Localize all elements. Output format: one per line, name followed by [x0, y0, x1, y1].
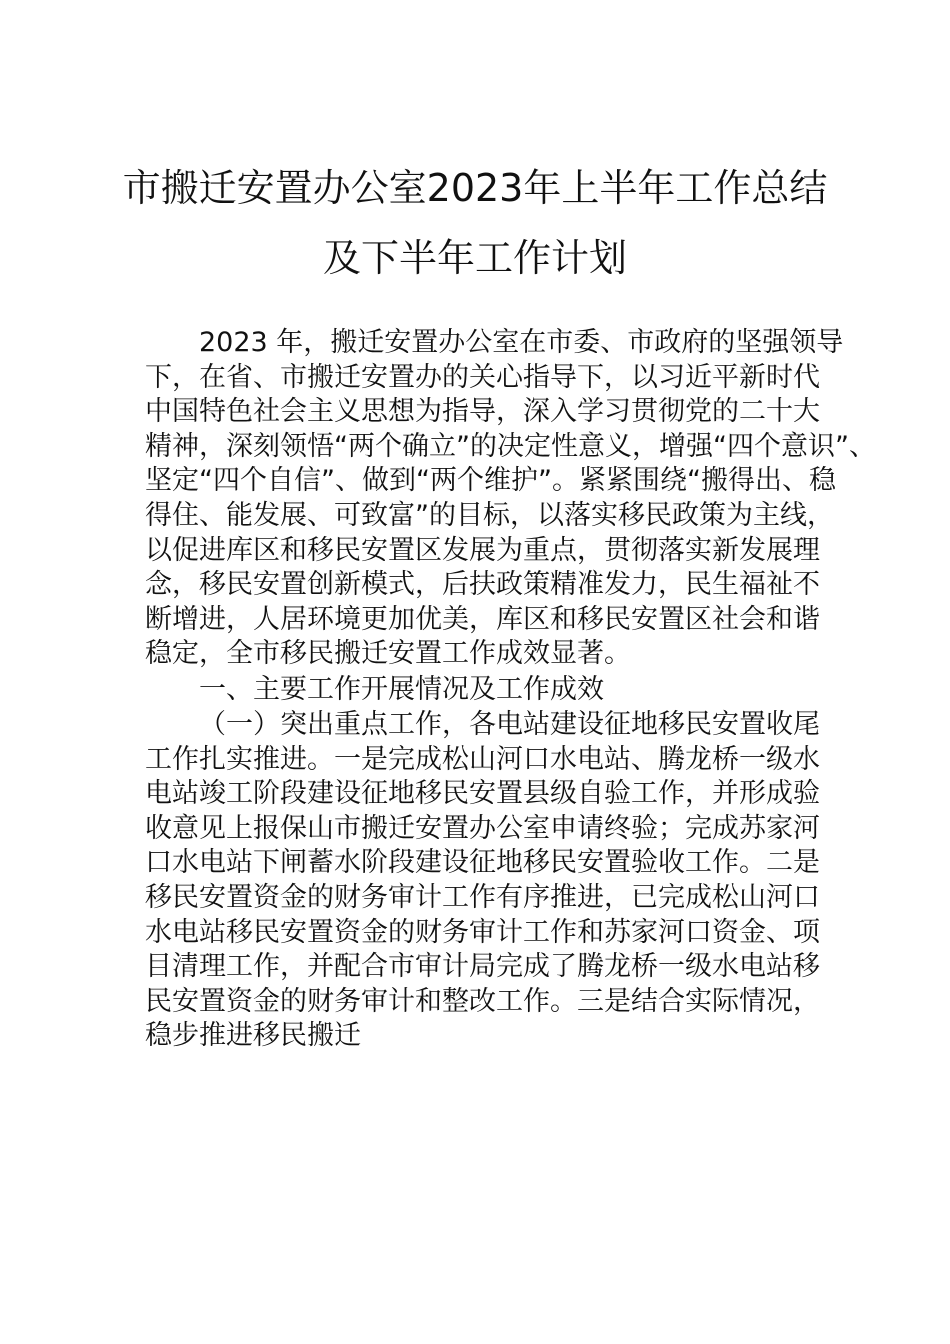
section-heading	[145, 673, 810, 708]
paragraph-line: 以促进库区和移民安置区发展为重点，贯彻落实新发展理	[145, 534, 820, 566]
paragraph-line: 水电站移民安置资金的财务审计工作和苏家河口资金、项	[145, 916, 820, 948]
paragraph-line: 稳定，全市移民搬迁安置工作成效显著。	[145, 638, 631, 670]
section-paragraph	[145, 708, 820, 1054]
paragraph-line: 电站竣工阶段建设征地移民安置县级自验工作，并形成验	[145, 778, 820, 810]
paragraph-line: 精神，深刻领悟“两个确立”的决定性意义，增强“四个意识”、	[145, 430, 876, 462]
paragraph-line: 民安置资金的财务审计和整改工作。三是结合实际情况，	[145, 985, 820, 1017]
paragraph-line: 断增进，人居环境更加优美，库区和移民安置区社会和谐	[145, 603, 820, 635]
paragraph-line: 坚定“四个自信”、做到“两个维护”。紧紧围绕“搬得出、稳	[145, 465, 836, 497]
paragraph-line: 念，移民安置创新模式，后扶政策精准发力，民生福祉不	[145, 569, 820, 601]
document-title-line-2: 及下半年工作计划	[322, 236, 627, 280]
paragraph-line: 移民安置资金的财务审计工作有序推进，已完成松山河口	[145, 881, 820, 913]
paragraph-line: 中国特色社会主义思想为指导，深入学习贯彻党的二十大	[145, 396, 820, 428]
document-title-line-1: 市搬迁安置办公室2023年上半年工作总结	[122, 166, 828, 210]
paragraph-line: 工作扎实推进。一是完成松山河口水电站、腾龙桥一级水	[145, 743, 820, 775]
paragraph-line: 收意见上报保山市搬迁安置办公室申请终验；完成苏家河	[145, 812, 820, 844]
paragraph-line: 口水电站下闸蓄水阶段建设征地移民安置验收工作。二是	[145, 847, 820, 879]
section-heading-text: 一、主要工作开展情况及工作成效	[199, 674, 604, 705]
paragraph-line: 下，在省、市搬迁安置办的关心指导下，以习近平新时代	[145, 361, 820, 393]
intro-paragraph	[145, 326, 876, 672]
paragraph-line: 得住、能发展、可致富”的目标，以落实移民政策为主线，	[145, 499, 834, 531]
paragraph-line: 目清理工作，并配合市审计局完成了腾龙桥一级水电站移	[145, 951, 820, 983]
paragraph-line: （一）突出重点工作，各电站建设征地移民安置收尾	[199, 709, 820, 740]
paragraph-line: 2023 年，搬迁安置办公室在市委、市政府的坚强领导	[199, 327, 844, 358]
paragraph-line: 稳步推进移民搬迁	[145, 1020, 361, 1052]
